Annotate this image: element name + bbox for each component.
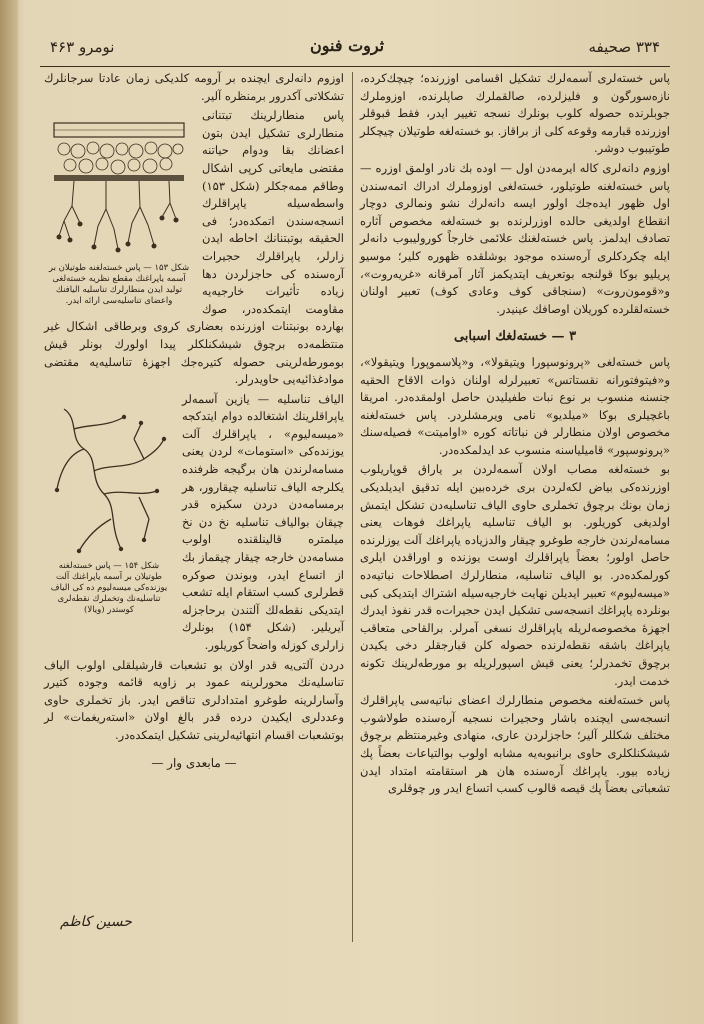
issue-number: نومرو ۴۶۳ [50, 38, 115, 56]
paragraph: اوزوم دانه‌لری ایچنده بر آرومه كلدیكی زمان عادتا سرجانلرك تشكلاتی آكدرور برمنظره آلیر. [44, 71, 344, 103]
figure-154-caption: شكل ۱۵۴ — پاس خسته‌لغنه طوتیلان بر آسمه یاپراغنك آلت یوزنده‌كی میسه‌لیوم ده كی الیاف تناسلیه‌نك وتخملرك نقطه‌لری كوستدر (ویالا) [50, 560, 168, 615]
column-divider [352, 72, 353, 942]
paragraph: دردن آلتی‌یه قدر اولان بو تشعبات قارشیلقلی اولوب الیاف تناسلیه‌نك محورلرینه عمود بر زاویه قائمه وجوده كتیرر وآسارلرینه طوغرو امتدادلری تناقص ایدر. باز تخملری حاوی وعددلری ایكیدن درده قدر بالغ اولان «استه‌ریغمات» لر بوتشعبات اقسام انتهائیه‌لرینی تشكیل ایتمكده‌در. [44, 657, 344, 742]
header-rule [40, 66, 670, 67]
paragraph: اوزوم دانه‌لری كاله ایرمه‌دن اول — اوده بك نادر اولمق اوزره — پاس خسته‌لغنه طوتیلور، خسته‌لغی اوزوملرك ادراك اتمه‌سندن اول ظهور ایده‌جك اولور ایسه دانه‌لرك نشو ونمالری دوچار انقطاع اولدیغی حالده اوزرلرنده بو خسته‌لغه مخصوص آثاره تصادف ایدلمز. پاس خسته‌لغنك علائمی خارجاً كورولیبوب دانه‌لر ایله چكردكلری آره‌سنده موجود بوشلقده ظهوره كلیر؛ موسیو پریلیو بوكا قولنجه بوتعریف ایتدیكمز آثار آمرقانه «غریه‌روت»، و«قومون‌روت» (سنجاقی كوف وعادی كوف) تعبیر اولنان خسته‌لقلرده كوریلان اوصافك عینیدر. [360, 160, 670, 316]
paragraph: پاس خسته‌لری آسمه‌لرك تشكیل اقسامی اوزرنده؛ چیچك‌كرده، نازه‌سورگون و فلیزلرده، صالقملرك صاپلرنده، اوزوملرك جوبلرنده حصوله كلوب بونلرك نسجه تغییر ایدر، فقط قبوقلر اوزرنده قبارمه وقوعه كلی از براقاز. بو خسته‌لغه طوتیلان چیچكلر طوتیبوب دوشر. [360, 71, 670, 156]
paragraph: بو خسته‌لغه مصاب اولان آسمه‌لردن بر یاراق قوپاریلوب اوزرنده‌كی بیاض لكه‌لردن بری خرده‌بین ایله تدقیق ایدیلدیكی زمان بونك برچوق تخملری حاوی الیاف تناسلیه‌دن تشكل ایتمش اولدیغی كوریلور. بو الیاف تناسلیه یاپراغك فوهات یعنی مسامه‌لرندن خارجه طوغرو چیقار والدزیاده یاپراغك آلت یوزلرنده حاصل اولور؛ بعضاً یاپراقلرك اوست یوزنده و اوراقدن ایلری كورلمكده‌در. بو الیاف تناسلیه، منطارلرك اصطلاحات نباتیه‌ده «میسه‌لیوم» تعبیر ایدیلن نهایت خارجیه‌سیله اشتراك ایتدیكی كبی بونلرده یاپراغك انسجه‌سی تشكیل ایدن حجیرات‌ه قدر نفوذ ایدرك اجهزهٔ مخصوصه‌لریله یاپراقلرك نسغی آمرلر. برالقاحی متعاقب یاپراغك باشقه نقطه‌لرنده حصوله كلن قبارجقلر دخی یكیدن برچوق تخمدرلر؛ یعنی قیش اسپورلریله بو مورطه‌لرینك تكونه خدمت ایدر. [360, 462, 670, 688]
paragraph: پاس خسته‌لغی «پرونوسپورا ویتیقولا»، و«پلاسموپورا ویتیقولا»، و«فیتوفتورانه نقستاتس» تعبیرلرله اولنان ذوات الاقاح الحقیه جنسنه منسوب بر نوع نبات طفیلیدن حاصل اولمقده‌در. امریقا باغچیلری بوكا «میلدیو» نامی ویرمشلردر. پاس خسته‌لغنه مخصوص اولان منطارلر فن نباتاته كوره «اوامیتت» فصیله‌سنك «پرونوسپور» قامیلیاسنه منسوب عد ایدلمكده‌در. [360, 354, 670, 457]
section-title: ۳ — خسته‌لغك اسبابی [453, 329, 577, 345]
paragraph: الیاف تناسلیه — یازین آسمه‌لر یاپراقلرینك اشتغالده دوام ایتدكجه «میسه‌لیوم» ، یاپراقلرك آلت یوزنده‌كی «استومات» لردن یعنی مسامه‌لرندن هان برگیجه ظرفنده یكلرجه الیاف تناسلیه چیقارور، هر برمسامه‌دن دردن سكیزه قدر چیقان بوالیاف تناسلیه نخ دن نخ میلمتره قالینلقنده اولوب مسامه‌دن خارجه چیقار چیقماز بك از اتساع ایدر، وبوندن صوكره قطرلری كسب استقام ایله تشعب ایتدیكی نقطه‌لك آلتندن برحاجزله آیریلیر. (شكل ۱۵۴) بونلرك زارلری كوزله واضحاً كوریلور. [182, 391, 344, 652]
figure-154 [44, 399, 174, 616]
paragraph: پاس منطارلرینك تبتنانی منطارلری تشكیل ایدن بتون اعضانك بقا ودوام حیاتنه مقتضی مایعاتی كرپی اشكال وطاقم ممه‌جكلر (شكل ۱۵۳) واسطه‌سیله یاپراقلرك انسجه‌سندن اتمكده‌در؛ فی الحقیقه بوتبتنانك احاطه ایدن زارلر، یاپراقلرك حجیرات آره‌سنده كی حاجزلردن دها زیاده تأثیرات خارجیه‌یه مقاومت ایتمكده‌در، صوك بهارده بونبتنات اوزرنده بعضاری كروی وبرطاقی اشكال غیر منتظمه‌ده برچوق شیشكنلكلر پیدا اولورك بونلر قیش بومورطه‌لرینی حصوله كتیره‌جك اجهزهٔ تناسلیه‌یه مقتضی موادغذائیه‌یی حاویدرلر. [44, 108, 344, 387]
figure-153 [44, 111, 194, 307]
book-binding-edge [0, 0, 18, 1024]
left-column [44, 70, 344, 950]
mycelium-branch-illustration [49, 399, 169, 559]
continued-marker: — مابعدی وار — [151, 755, 237, 770]
page-header [40, 30, 670, 70]
right-column [360, 70, 670, 970]
author-signature: حسین كاظم [60, 914, 132, 930]
page-number: ۳۳۴ صحیفه [588, 38, 660, 56]
paragraph: پاس خسته‌لغنه مخصوص منطارلرك اعضای نباتیه‌سی یاپراقلرك انسجه‌سی ایچنده باشار وحجیرات نسجیه آره‌سنده طولاشوب مختلف شكللر آلیر؛ حاجزلردن عاری، منهادی وغیرمنتظم برچوق شیشكنلكلری حاوی برانبوبه‌یه مشابه اولوب بوالتیاعات بعضاً پك زیاده بیور. یاپراغك آره‌سنده هان هر استقامته امتداد ایدن تشعباتی بعضاً پك قیصه قالوب كسب اتساع ایدر ور چوقلری [360, 693, 670, 796]
figure-153-caption: شكل ۱۵۳ — پاس خسته‌لغنه طوتیلان بر آسمه یاپراغنك مقطع نظریه خسته‌لغی تولید ایدن منطارلرك تناسلیه الیافنك واعضای تناسلیه‌سی ارائه ایدر. [48, 263, 190, 307]
journal-title: ثروت فنون [310, 36, 385, 55]
leaf-cross-section-illustration [44, 111, 194, 261]
